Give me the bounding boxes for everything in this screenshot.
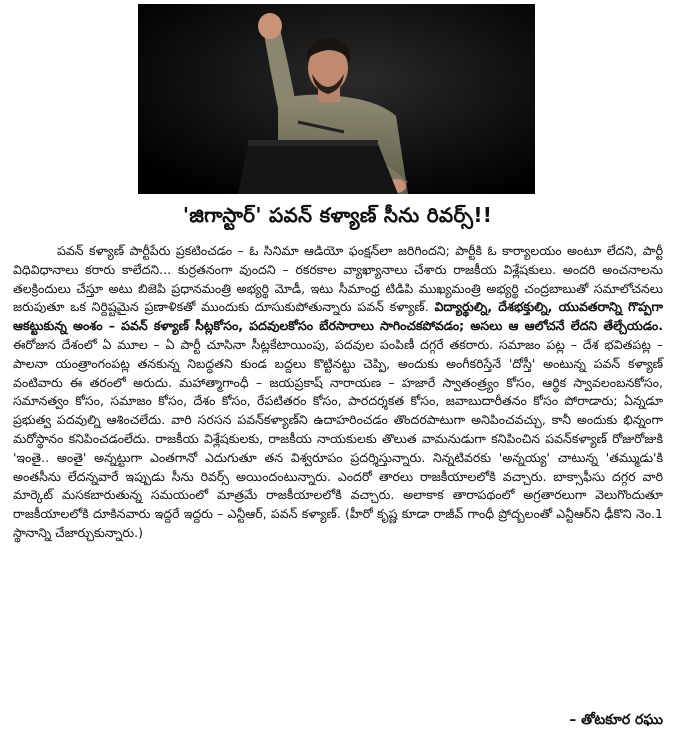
article-body — [13, 242, 663, 543]
byline: – తోటకూర రఘు — [569, 712, 663, 728]
article-text-part1: పవన్ కళ్యాణ్ పార్టీపేరు ప్రకటించడం – ఓ సినిమా ఆడియో ఫంక్షన్‌లా జరిగిందని; పార్టీకి ఓ కార్యాలయం అంటూ లేదని, పార్టీ విధివిధానాలు కరారు కాలేదని... కుర్రతనంగా వుందని – రకరకాల వ్యాఖ్యానాలు చేశారు రాజకీయ విశ్లేషకులు. అందరి అంచనాలను తలక్రిందులు చేస్తూ అటు బిజెపి ప్రధానమంత్రి అభ్యర్థి మోడీ, ఇటు సీమాంధ్ర టిడిపి ముఖ్యమంత్రి అభ్యర్థి చంద్రబాబుతో సమాలోచనలు జరుపుతూ ఒక నిర్దిష్టమైన ప్రణాళికతో ముందుకు దూసుకుపోతున్నారు పవన్ కళ్యాణ్. — [13, 243, 663, 315]
article-photo — [138, 4, 535, 194]
article-text-part2: ఈరోజున దేశంలో ఏ మూల – ఏ పార్టీ చూసినా సీట్లకేటాయింపు, పదవుల పంపిణీ దగ్గరే తకరారు. సమాజం పట్ల – దేశ భవితపట్ల – పాలనా యంత్రాంగంపట్ల తనకున్న నిబద్ధతని కుండ బద్దలు కొట్టినట్టు చెప్పి, అందుకు అంగీకరిస్తేనే 'దోస్తీ' అంటున్న పవన్ కళ్యాణ్ వంటివారు ఈ తరంలో అరుదు. మహాత్మాగాంధీ – జయప్రకాష్ నారాయణ – హజారే స్వాతంత్ర్యం కోసం, ఆర్థిక స్వావలంబనకోసం, సమానత్వం కోసం, సమాజం కోసం, దేశం కోసం, రేపటితరం కోసం, పారదర్శకత కోసం, జవాబుదారీతనం కోసం పోరాడారు; ఏన్నడూ ప్రభుత్వ పదవుల్ని ఆశించలేదు. వారి సరసన పవన్‌కళ్యాణ్‌ని ఉదాహరించడం తొందరపాటుగా అనిపించవచ్చు, కానీ అందుకు భిన్నంగా మరోస్థానం కనిపించడంలేదు. రాజకీయ విశ్లేషకులకు, రాజకీయ నాయకులకు తొలుత వామనుడుగా కనిపించిన పవన్‌కళ్యాణ్ రోజురోజుకి 'ఇంతై.. అంతై' అన్నట్టుగా ఎంతగానో ఎదుగుతూ తన విశ్వరూపం ప్రదర్శిస్తున్నారు. నిన్నటివరకు 'అన్నయ్య' చాటున్న 'తమ్ముడు'కి అంతసీను లేదన్నవారే ఇప్పుడు సీను రివర్స్ అయిందంటున్నారు. ఎందరో తారలు రాజకీయాలలోకి వచ్చారు. బాక్సాఫీసు దగ్గర వారి మార్కెట్ మసకబారుతున్న సమయంలో మాత్రమే రాజకీయాలలోకి వచ్చారు. అలాకాక తారాపథంలో అగ్రతారలుగా వెలుగొందుతూ రాజకీయాలలోకి దూకినవారు ఇద్దరే ఇద్దరు – ఎన్టీఆర్, పవన్ కళ్యాణ్. (హీరో కృష్ణ కూడా రాజీవ్ గాంధీ ప్రోద్బలంతో ఎన్టీఆర్‌ని ఢీకొని నెం.1 స్థానాన్ని చేజార్చుకున్నారు.) — [13, 336, 663, 540]
headline: 'జిగాస్టార్' పవన్ కళ్యాణ్ సీను రివర్స్!! — [182, 203, 493, 227]
speaker-photo-icon — [138, 4, 535, 194]
article-text-bold: విద్యార్థుల్ని, దేశభక్తుల్ని, యువతరాన్ని గొప్పగా ఆకట్టుకున్న అంశం – పవన్ కళ్యాణ్ సీట్లకోసం, పదవులకోసం బేరసారాలు సాగించకపోవడం; అసలు ఆ ఆలోచనే లేదని తేల్చేయడం. — [13, 299, 663, 334]
